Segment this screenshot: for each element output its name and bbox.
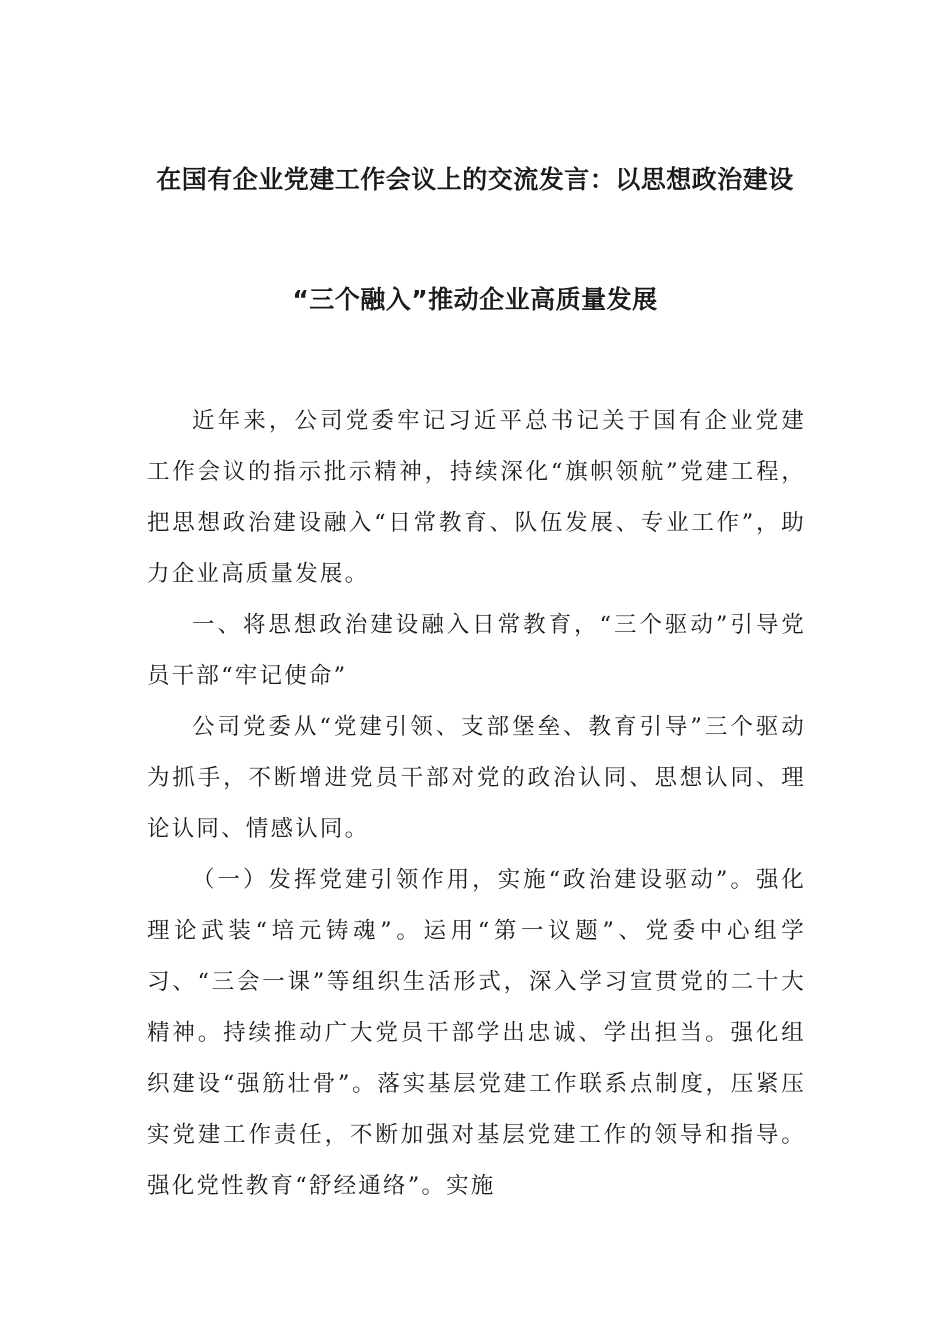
document-body xyxy=(147,396,806,1212)
section-heading-1: 一、将思想政治建设融入日常教育，“三个驱动”引导党员干部“牢记使命” xyxy=(147,612,806,689)
document-title-line-2: “三个融入”推动企业高质量发展 xyxy=(292,285,658,314)
paragraph-intro: 近年来，公司党委牢记习近平总书记关于国有企业党建工作会议的指示批示精神，持续深化“旗帜领航”党建工程，把思想政治建设融入“日常教育、队伍发展、专业工作”，助力企业高质量发展。 xyxy=(147,408,806,587)
paragraph-subsection-1: （一）发挥党建引领作用，实施“政治建设驱动”。强化理论武装“培元铸魂”。运用“第一议题”、党委中心组学习、“三会一课”等组织生活形式，深入学习宣贯党的二十大精神。持续推动广大党员干部学出忠诚、学出担当。强化组织建设“强筋壮骨”。落实基层党建工作联系点制度，压紧压实党建工作责任，不断加强对基层党建工作的领导和指导。强化党性教育“舒经通络”。实施 xyxy=(147,867,806,1199)
document-title-line-1: 在国有企业党建工作会议上的交流发言：以思想政治建设 xyxy=(156,165,794,194)
paragraph-section-1: 公司党委从“党建引领、支部堡垒、教育引导”三个驱动为抓手，不断增进党员干部对党的政治认同、思想认同、理论认同、情感认同。 xyxy=(147,714,806,842)
